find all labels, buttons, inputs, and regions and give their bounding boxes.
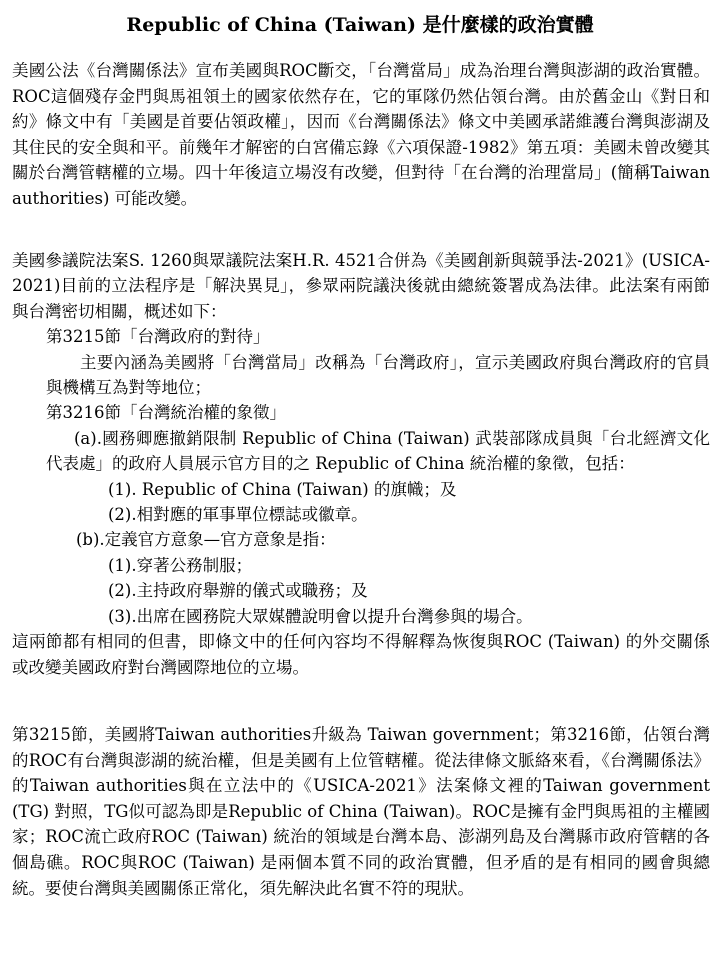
item-b3: (3).出席在國務院大眾媒體說明會以提升台灣參與的場合。 — [108, 606, 533, 626]
item-b2: (2).主持政府舉辦的儀式或職務；及 — [108, 581, 368, 601]
paragraph-analysis: 第3215節，美國將Taiwan authorities升級為 Taiwan government；第3216節，佔領台灣的ROC有台灣與澎湖的統治權，但是美國有上位管轄權。從法律條文脈絡來看，《台灣關係法》的Taiwan authorities與在立法中的《USICA-2021》法案條文裡的Taiwan government (TG) 對照，TG似可認為即是Republic of China (Taiwan)。ROC是擁有金門與馬祖的主權國家；ROC流亡政府ROC (Taiwan) 統治的領域是台灣本島、澎湖列島及台灣縣市政府管轄的各個島礁。ROC與ROC (Taiwan) 是兩個本質不同的政治實體，但矛盾的是有相同的國會與總統。要使台灣與美國關係正常化，須先解決此名實不符的現狀。 — [12, 725, 710, 898]
proviso: 這兩節都有相同的但書，即條文中的任何內容均不得解釋為恢復與ROC (Taiwan) 的外交關係或改變美國政府對台灣國際地位的立場。 — [12, 632, 710, 677]
page-title: Republic of China (Taiwan) 是什麼樣的政治實體 — [126, 14, 594, 36]
usica-intro: 美國參議院法案S. 1260與眾議院法案H.R. 4521合併為《美國創新與競爭法-2021》(USICA-2021)目前的立法程序是「解決異見」，參眾兩院議決後就由總統簽署成為法律。此法案有兩節與台灣密切相關，概述如下： — [12, 251, 710, 321]
item-a2: (2).相對應的軍事單位標誌或徽章。 — [108, 505, 368, 525]
paragraph-taiwan-relations-act: 美國公法《台灣關係法》宣布美國與ROC斷交，「台灣當局」成為治理台灣與澎湖的政治實體。ROC這個殘存金門與馬祖領土的國家依然存在，它的軍隊仍然佔領台灣。由於舊金山《對日和約》條文中有「美國是首要佔領政權」，因而《台灣關係法》條文中美國承諾維護台灣與澎湖及其住民的安全與和平。前幾年才解密的白宮備忘錄《六項保證-1982》第五項：美國未曾改變其關於台灣管轄權的立場。四十年後這立場沒有改變，但對待「在台灣的治理當局」(簡稱Taiwan authorities) 可能改變。 — [12, 61, 710, 208]
section-3216-heading: 第3216節「台灣統治權的象徵」 — [46, 403, 286, 423]
section-3215-heading: 第3215節「台灣政府的對待」 — [46, 327, 270, 347]
paragraph-usica-2021 — [12, 248, 710, 680]
item-b1: (1).穿著公務制服； — [108, 555, 253, 575]
item-a1: (1). Republic of China (Taiwan) 的旗幟；及 — [108, 479, 457, 499]
item-a: (a).國務卿應撤銷限制 Republic of China (Taiwan) 武裝部隊成員與「台北經濟文化代表處」的政府人員展示官方目的之 Republic of China 統治權的象徵，包括： — [46, 428, 710, 474]
section-3215-body: 主要內涵為美國將「台灣當局」改稱為「台灣政府」，宣示美國政府與台灣政府的官員與機構互為對等地位； — [46, 352, 710, 398]
item-b: (b).定義官方意象—官方意象是指： — [76, 530, 336, 550]
